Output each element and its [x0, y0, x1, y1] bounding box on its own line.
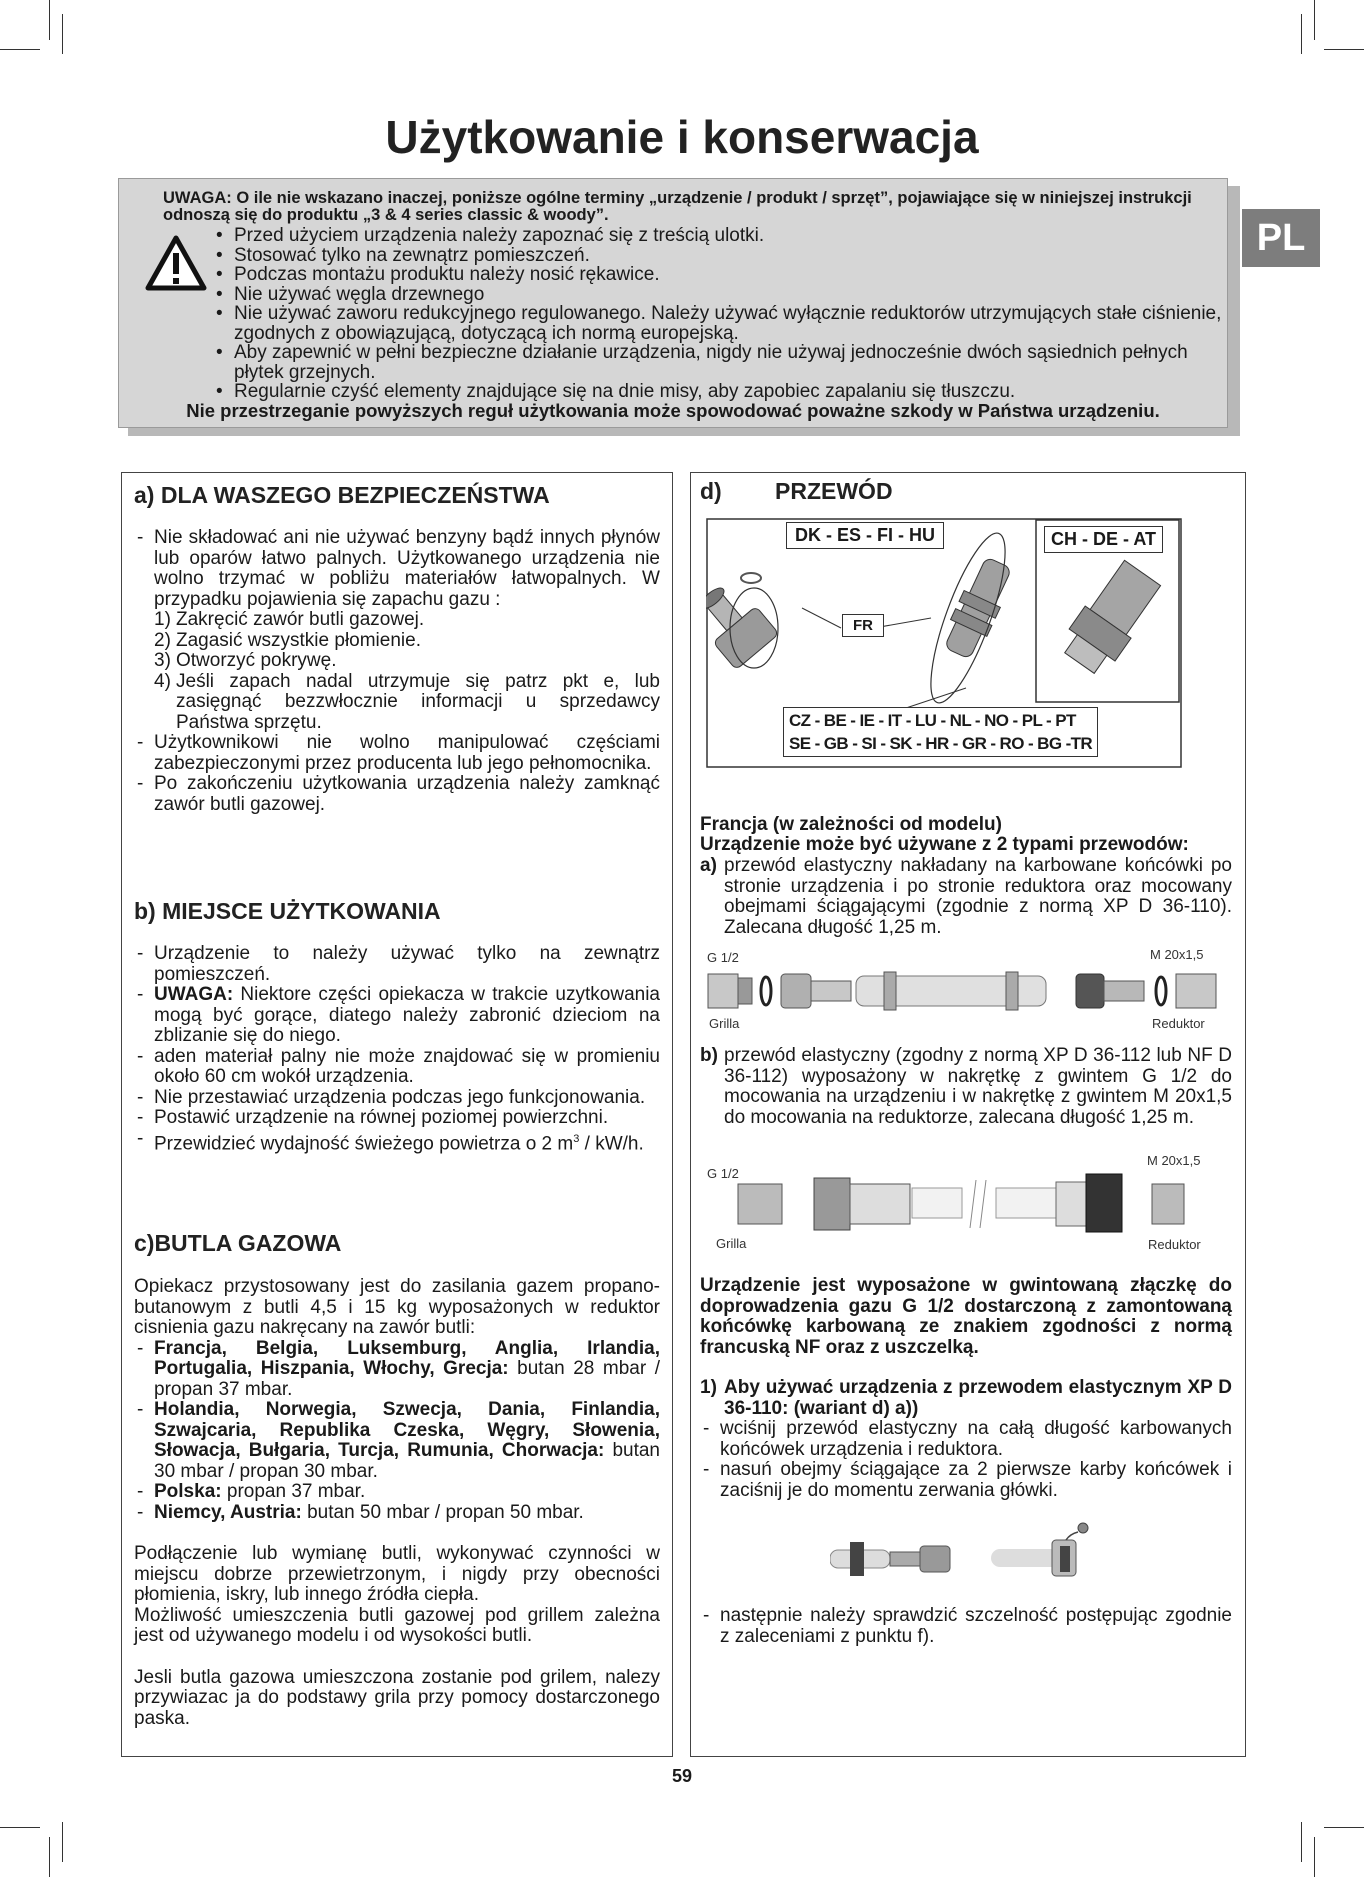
- section-a-heading: a) DLA WASZEGO BEZPIECZEŃSTWA: [134, 482, 550, 508]
- country-list: Niemcy, Austria:: [154, 1501, 302, 1523]
- step-title: Aby używać urządzenia z przewodem elastycznym XP D 36-110: (wariant d) a)): [724, 1377, 1232, 1419]
- crop-mark: [1324, 1827, 1364, 1828]
- warning-list: [212, 226, 1232, 402]
- country-list: Holandia, Norwegia, Szwecja, Dania, Finlandia, Szwajcaria, Republika Czeska, Węgry, Słowenia, Słowacja, Bułgaria, Turcja, Rumunia, Chorwacja:: [154, 1399, 660, 1461]
- crop-mark: [0, 1827, 40, 1828]
- step-1-block: [700, 1378, 1232, 1501]
- label-ch-de-at: CH - DE - AT: [1044, 526, 1163, 553]
- country-list: Francja, Belgia, Luksemburg, Anglia, Irlandia, Portugalia, Hiszpania, Włochy, Grecja:: [154, 1337, 660, 1379]
- reduktor-label: Reduktor: [1148, 1237, 1201, 1252]
- section-b-item: - Postawić urządzenie na równej poziomej powierzchni.: [134, 1108, 660, 1129]
- label-dk-es-fi-hu: DK - ES - FI - HU: [786, 522, 944, 549]
- step-text: Zakręcić zawór butli gazowej.: [176, 609, 425, 630]
- hose-type-b: [700, 1046, 1232, 1128]
- section-b-item: - Nie przestawiać urządzenia podczas jego funkcjonowania.: [134, 1088, 660, 1109]
- language-tab: PL: [1242, 209, 1320, 267]
- pressure-text: butan 30 mbar / propan 30 mbar.: [154, 1440, 660, 1482]
- item-text: przewód elastyczny (zgodny z normą XP D 36-112 lub NF D 36-112) wyposażony w nakrętkę z gwintem G 1/2 do mocowania na urządzeniu i w nakrętkę z gwintem M 20x1,5 do mocowania na reduktorze, zalecana długość 1,25 m.: [724, 1045, 1232, 1128]
- warning-item: • Regularnie czyść elementy znajdujące się na dnie misy, aby zapobiec zapalaniu się tłuszczu.: [212, 382, 1232, 402]
- pressure-text: butan 28 mbar / propan 37 mbar.: [154, 1358, 660, 1400]
- crop-mark: [1324, 49, 1364, 50]
- item-letter: a): [700, 855, 717, 876]
- section-d-heading: PRZEWÓD: [775, 478, 893, 504]
- grilla-label: Grilla: [709, 1016, 740, 1031]
- section-c-body: [134, 1277, 660, 1729]
- france-title: Francja (w zależności od modelu): [700, 814, 1002, 835]
- section-a-step: [134, 631, 660, 652]
- section-b-item: [134, 1129, 660, 1155]
- section-d-letter: d): [700, 478, 722, 504]
- section-b-item: - aden materiał palny nie może znajdować się w promieniu około 60 cm wokół urządzenia.: [134, 1047, 660, 1088]
- country-pressure-item: [134, 1482, 660, 1503]
- step-number: 3): [154, 650, 171, 671]
- warning-label: UWAGA:: [154, 984, 234, 1005]
- crop-mark: [1301, 14, 1302, 54]
- france-subtitle: Urządzenie może być używane z 2 typami przewodów:: [700, 834, 1189, 855]
- section-a-item: - Użytkownikowi nie wolno manipulować częściami zabezpieczonymi przez producenta lub jego pełnomocnika.: [134, 733, 660, 774]
- warning-item: • Przed użyciem urządzenia należy zapoznać się z treścią ulotki.: [212, 226, 1232, 246]
- pressure-text: butan 50 mbar / propan 50 mbar.: [301, 1501, 584, 1523]
- section-a-step: [134, 610, 660, 631]
- country-pressure-item: [134, 1339, 660, 1401]
- page-number: 59: [671, 1766, 693, 1786]
- crop-mark: [1314, 0, 1315, 40]
- country-pressure-item: [134, 1503, 660, 1524]
- section-c-paragraph: Podłączenie lub wymianę butli, wykonywać czynności w miejscu dobrze przewietrzonym, i nigdy przy obecności płomienia, iskry, lub innego źródła ciepła.: [134, 1543, 660, 1605]
- country-list: Polska:: [154, 1481, 222, 1502]
- pressure-text: propan 37 mbar.: [221, 1481, 366, 1502]
- m20-label: M 20x1,5: [1150, 947, 1204, 962]
- step-number: 1): [700, 1377, 717, 1398]
- step-1-final: [700, 1606, 1232, 1647]
- step-item: - następnie należy sprawdzić szczelność postępując zgodnie z zaleceniami z punktu f).: [700, 1606, 1232, 1647]
- section-a-step: [134, 672, 660, 734]
- hose-b-diagram: [706, 1170, 1226, 1236]
- hose-type-a: [700, 856, 1232, 938]
- warning-triangle-icon: [144, 234, 208, 292]
- warning-item: • Podczas montażu produktu należy nosić rękawice.: [212, 265, 1232, 285]
- item-text: przewód elastyczny nakładany na karbowane końcówki po stronie urządzenia i po stronie reduktora oraz mocowany obejmami ściągającymi (zgodnie z normą XP D 36-110). Zalecana długość 1,25 m.: [724, 855, 1232, 938]
- hose-a-diagram: [706, 966, 1226, 1016]
- warning-footer: Nie przestrzeganie powyższych reguł użytkowania może spowodować poważne szkody w Państwa urządzeniu.: [186, 400, 1160, 421]
- step-number: 4): [154, 670, 171, 692]
- crop-mark: [49, 1837, 50, 1877]
- clamp-illustration: [830, 1520, 1100, 1590]
- crop-mark: [62, 14, 63, 54]
- step-item: - wciśnij przewód elastyczny na całą długość karbowanych końcówek urządzenia i reduktora.: [700, 1419, 1232, 1460]
- grilla-label: Grilla: [716, 1236, 747, 1251]
- label-country-group: [783, 707, 1098, 757]
- g12-label: G 1/2: [707, 950, 739, 965]
- section-c-paragraph: Jesli butla gazowa umieszczona zostanie pod grilem, nalezy przywiazac ja do podstawy grila przy pomocy dostarczonego paska.: [134, 1666, 660, 1729]
- crop-mark: [62, 1822, 63, 1862]
- step-item: - nasuń obejmy ściągające za 2 pierwsze karby końcówek i zaciśnij je do momentu zerwania główki.: [700, 1460, 1232, 1501]
- step-number: 1): [154, 609, 171, 630]
- item-text: Przewidzieć wydajność świeżego powietrza o 2 m: [154, 1132, 574, 1154]
- section-a-step: [134, 651, 660, 672]
- section-b-item: - Urządzenie to należy używać tylko na zewnątrz pomieszczeń.: [134, 944, 660, 985]
- warning-heading: UWAGA: O ile nie wskazano inaczej, poniższe ogólne terminy „urządzenie / produkt / sprzęt”, pojawiające się w niniejszej instrukcji odnoszą się do produktu „3 & 4 series classic & woody”.: [163, 189, 1192, 224]
- step-text: Zagasić wszystkie płomienie.: [176, 629, 421, 651]
- crop-mark: [49, 0, 50, 40]
- item-text: Niektore części opiekacza w trakcie uzytkowania mogą być gorące, diatego należy zabronić dzieciom na zblizanie się do niego.: [154, 984, 660, 1046]
- crop-mark: [1301, 1822, 1302, 1862]
- country-group-line: CZ - BE - IE - IT - LU - NL - NO - PL - PT: [789, 711, 1076, 730]
- warning-item: • Stosować tylko na zewnątrz pomieszczeń.: [212, 246, 1232, 266]
- section-b-item: [134, 985, 660, 1047]
- page-title: Użytkowanie i konserwacja: [385, 111, 979, 163]
- m20-label: M 20x1,5: [1147, 1153, 1201, 1168]
- g12-label: G 1/2: [707, 1166, 739, 1181]
- section-c-paragraph: Opiekacz przystosowany jest do zasilania gazem propano-butanowym z butli 4,5 i 15 kg wyposażonych w reduktor cisnienia gazu nakręcany na zawór butli:: [134, 1276, 660, 1338]
- warning-item: • Nie używać zaworu redukcyjnego regulowanego. Należy używać wyłącznie reduktorów utrzymujących stałe ciśnienie, zgodnych z obowiązującą, dotyczącą ich normą europejską.: [212, 304, 1232, 343]
- superscript: 3: [573, 1132, 580, 1145]
- section-c-paragraph: Możliwość umieszczenia butli gazowej pod grillem zależna jest od używanego modelu i od wysokości butli.: [134, 1604, 660, 1646]
- section-a-body: [134, 528, 660, 815]
- section-c-heading: c)BUTLA GAZOWA: [134, 1230, 342, 1256]
- crop-mark: [0, 49, 40, 50]
- warning-item: • Aby zapewnić w pełni bezpieczne działanie urządzenia, nigdy nie używaj jednocześnie dwóch sąsiednich pełnych płytek grzejnych.: [212, 343, 1232, 382]
- country-pressure-item: [134, 1400, 660, 1482]
- section-a-item: - Po zakończeniu użytkowania urządzenia należy zamknąć zawór butli gazowej.: [134, 774, 660, 815]
- equipment-note: Urządzenie jest wyposażone w gwintowaną złączkę do doprowadzenia gazu G 1/2 dostarczoną z zamontowaną końcówkę karbowaną ze znakiem zgodności z normą francuską NF oraz z uszczelką.: [700, 1275, 1232, 1358]
- section-b-body: [134, 944, 660, 1154]
- section-a-item: - Nie składować ani nie używać benzyny bądź innych płynów lub oparów łatwo palnych. Użytkowanego urządzenia nie wolno trzymać w pobliżu materiałów łatwopalnych. W przypadku pojawienia się zapachu gazu :: [134, 528, 660, 610]
- item-letter: b): [700, 1045, 718, 1066]
- section-b-heading: b) MIEJSCE UŻYTKOWANIA: [134, 898, 441, 924]
- step-text: Jeśli zapach nadal utrzymuje się patrz pkt e, lub zasięgnąć bezzwłocznie informacji u sprzedawcy Państwa sprzętu.: [176, 670, 660, 733]
- warning-item: • Nie używać węgla drzewnego: [212, 285, 1232, 305]
- country-group-line: SE - GB - SI - SK - HR - GR - RO - BG -TR: [789, 734, 1093, 753]
- label-fr: FR: [842, 614, 884, 637]
- item-text: / kW/h.: [579, 1132, 644, 1154]
- step-number: 2): [154, 629, 171, 651]
- reduktor-label: Reduktor: [1152, 1016, 1205, 1031]
- step-text: Otworzyć pokrywę.: [176, 650, 337, 671]
- crop-mark: [1314, 1837, 1315, 1877]
